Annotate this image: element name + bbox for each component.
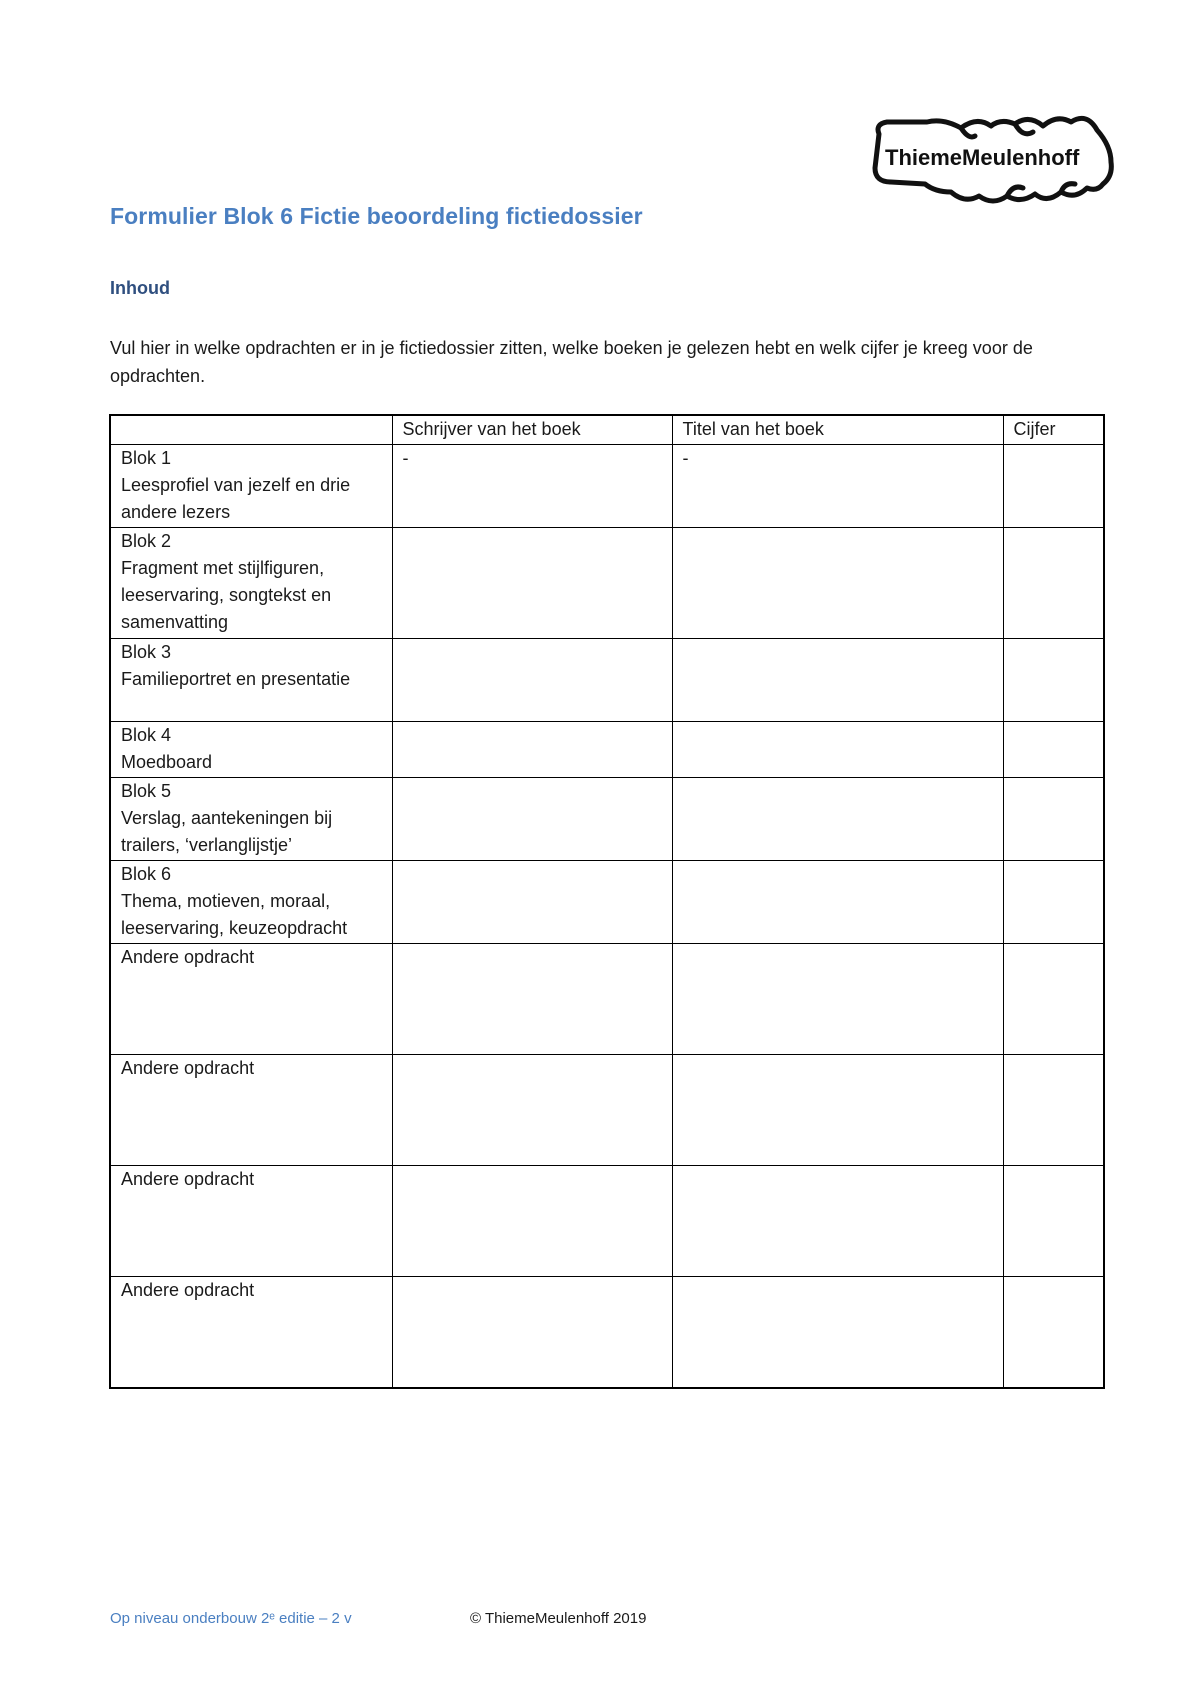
- block-label: Blok 5: [121, 781, 172, 801]
- book-title-cell[interactable]: -: [672, 445, 1003, 528]
- task-cell[interactable]: [110, 1277, 392, 1388]
- grade-cell[interactable]: [1003, 528, 1104, 639]
- column-header-cijfer: Cijfer: [1003, 415, 1104, 445]
- author-cell[interactable]: [392, 944, 672, 1055]
- book-title-cell[interactable]: [672, 528, 1003, 639]
- task-cell[interactable]: [110, 1166, 392, 1277]
- page-title: Formulier Blok 6 Fictie beoordeling fictiedossier: [110, 203, 643, 229]
- grade-cell[interactable]: [1003, 639, 1104, 722]
- thiememeulenhoff-logo: [865, 112, 1120, 212]
- task-cell[interactable]: [110, 778, 392, 861]
- block-label: Andere opdracht: [121, 1280, 255, 1300]
- block-label: Andere opdracht: [121, 1058, 255, 1078]
- block-label: Blok 1: [121, 448, 172, 468]
- table-header-row: [110, 415, 1104, 445]
- task-description: Thema, motieven, moraal, leeservaring, keuzeopdracht: [121, 891, 348, 938]
- table-row: [110, 778, 1104, 861]
- book-title-cell[interactable]: [672, 778, 1003, 861]
- task-description: Verslag, aantekeningen bij trailers, ‘verlanglijstje’: [121, 808, 333, 855]
- table-row: [110, 639, 1104, 722]
- intro-text: Vul hier in welke opdrachten er in je fictiedossier zitten, welke boeken je gelezen hebt en welk cijfer je kreeg voor de opdrachten.: [110, 338, 1033, 386]
- grade-cell[interactable]: [1003, 722, 1104, 778]
- task-description: Fragment met stijlfiguren, leeservaring, songtekst en samenvatting: [121, 558, 332, 632]
- grade-cell[interactable]: [1003, 778, 1104, 861]
- grade-cell[interactable]: [1003, 944, 1104, 1055]
- book-title-cell[interactable]: [672, 1277, 1003, 1388]
- block-label: Blok 3: [121, 642, 172, 662]
- column-header-titel: Titel van het boek: [672, 415, 1003, 445]
- author-cell[interactable]: [392, 1277, 672, 1388]
- block-label: Blok 4: [121, 725, 172, 745]
- author-cell[interactable]: [392, 1166, 672, 1277]
- task-description: Leesprofiel van jezelf en drie andere lezers: [121, 475, 351, 522]
- task-description: Moedboard: [121, 752, 213, 772]
- column-header-schrijver: Schrijver van het boek: [392, 415, 672, 445]
- logo-text: ThiemeMeulenhoff: [885, 145, 1080, 170]
- grade-cell[interactable]: [1003, 1055, 1104, 1166]
- table-row: [110, 1055, 1104, 1166]
- fictiedossier-table: [109, 414, 1105, 1389]
- book-title-cell[interactable]: [672, 1166, 1003, 1277]
- author-cell[interactable]: -: [392, 445, 672, 528]
- footer-copyright: © ThiemeMeulenhoff 2019: [470, 1610, 647, 1627]
- task-cell[interactable]: [110, 445, 392, 528]
- logo-graphic: [865, 112, 1120, 212]
- block-label: Andere opdracht: [121, 947, 255, 967]
- task-cell[interactable]: [110, 722, 392, 778]
- block-label: Blok 2: [121, 531, 172, 551]
- grade-cell[interactable]: [1003, 445, 1104, 528]
- table-row: [110, 528, 1104, 639]
- task-description: Familieportret en presentatie: [121, 669, 351, 689]
- section-heading: Inhoud: [110, 278, 170, 298]
- table-row: [110, 722, 1104, 778]
- column-header-opdracht: [110, 415, 392, 445]
- author-cell[interactable]: [392, 639, 672, 722]
- table-row: [110, 944, 1104, 1055]
- author-cell[interactable]: [392, 528, 672, 639]
- table-row: [110, 1166, 1104, 1277]
- table-row: [110, 861, 1104, 944]
- book-title-cell[interactable]: [672, 861, 1003, 944]
- task-cell[interactable]: [110, 528, 392, 639]
- author-cell[interactable]: [392, 778, 672, 861]
- block-label: Andere opdracht: [121, 1169, 255, 1189]
- author-cell[interactable]: [392, 861, 672, 944]
- book-title-cell[interactable]: [672, 1055, 1003, 1166]
- author-cell[interactable]: [392, 1055, 672, 1166]
- book-title-cell[interactable]: [672, 722, 1003, 778]
- footer-edition: Op niveau onderbouw 2ᵉ editie – 2 v: [110, 1610, 352, 1627]
- book-title-cell[interactable]: [672, 639, 1003, 722]
- task-cell[interactable]: [110, 944, 392, 1055]
- grade-cell[interactable]: [1003, 1277, 1104, 1388]
- grade-cell[interactable]: [1003, 1166, 1104, 1277]
- task-cell[interactable]: [110, 639, 392, 722]
- table-row: [110, 445, 1104, 528]
- task-cell[interactable]: [110, 861, 392, 944]
- author-cell[interactable]: [392, 722, 672, 778]
- grade-cell[interactable]: [1003, 861, 1104, 944]
- table-row: [110, 1277, 1104, 1388]
- book-title-cell[interactable]: [672, 944, 1003, 1055]
- task-cell[interactable]: [110, 1055, 392, 1166]
- block-label: Blok 6: [121, 864, 172, 884]
